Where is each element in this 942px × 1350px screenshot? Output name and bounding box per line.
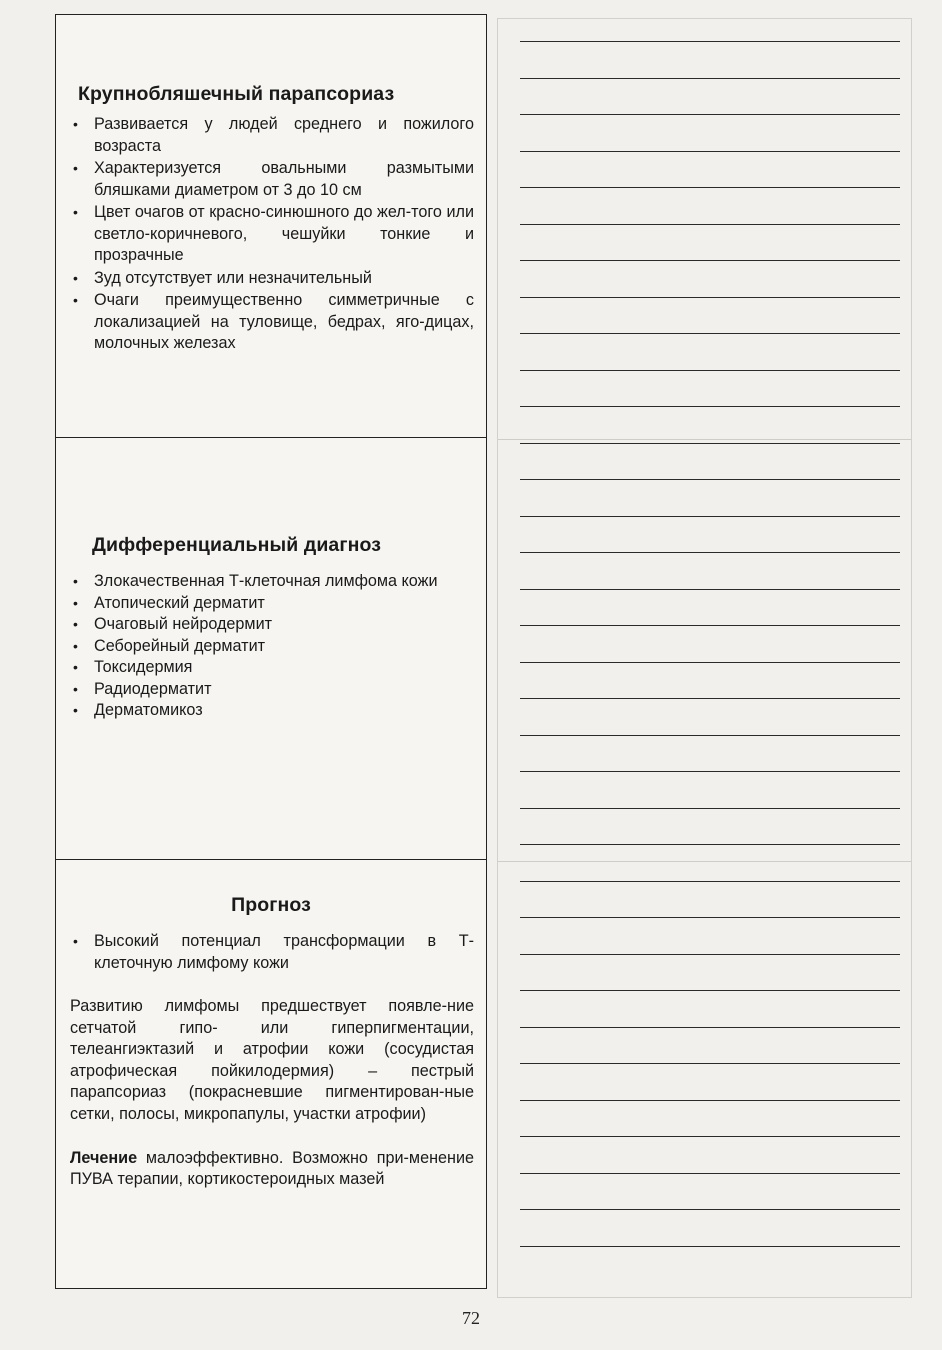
list-item: • Дерматомикоз: [68, 700, 472, 722]
list-item: • Радиодерматит: [68, 679, 472, 701]
ruled-line: [520, 625, 900, 626]
ruled-line: [520, 917, 900, 918]
section-divider: [498, 861, 911, 862]
list-item: • Очаговый нейродермит: [68, 614, 472, 636]
ruled-line: [520, 1136, 900, 1137]
section-divider: [498, 439, 911, 440]
list-item: • Зуд отсутствует или незначительный: [68, 268, 474, 290]
list-item: • Токсидермия: [68, 657, 472, 679]
list-item: • Высокий потенциал трансформации в Т-клеточную лимфому кожи: [68, 931, 474, 974]
ruled-line: [520, 443, 900, 444]
card-prognosis: [56, 859, 486, 1287]
ruled-line: [520, 771, 900, 772]
ruled-line: [520, 41, 900, 42]
ruled-line: [520, 881, 900, 882]
list-item: • Себорейный дерматит: [68, 636, 472, 658]
ruled-line: [520, 151, 900, 152]
page-number: 72: [462, 1308, 480, 1328]
list-item: • Атопический дерматит: [68, 593, 472, 615]
card-title: Прогноз: [231, 894, 311, 916]
ruled-line: [520, 114, 900, 115]
ruled-line: [520, 1027, 900, 1028]
ruled-line: [520, 589, 900, 590]
ruled-line: [520, 662, 900, 663]
ruled-line: [520, 1100, 900, 1101]
ruled-line: [520, 990, 900, 991]
treatment-label: Лечение: [70, 1148, 138, 1167]
right-column-ruled-lines: [497, 18, 912, 1298]
list-item: • Характеризуется овальными размытыми бляшками диаметром от 3 до 10 см: [68, 158, 474, 201]
list-item: • Развивается у людей среднего и пожилого возраста: [68, 114, 474, 157]
ruled-line: [520, 370, 900, 371]
ruled-line: [520, 1246, 900, 1247]
ruled-line: [520, 479, 900, 480]
ruled-line: [520, 224, 900, 225]
ruled-line: [520, 333, 900, 334]
prognosis-paragraph: Развитию лимфомы предшествует появле-ние сетчатой гипо- или гиперпигментации, телеангиэктазий и атрофии кожи (сосудистая атрофическая пойкилодермия) – пестрый парапсориаз (покрасневшие пигментирован-ные сетки, полосы, микропапулы, участки атрофии): [70, 997, 474, 1123]
ruled-line: [520, 698, 900, 699]
list-item: • Злокачественная Т-клеточная лимфома кожи: [68, 571, 472, 593]
ruled-line: [520, 954, 900, 955]
ruled-line: [520, 844, 900, 845]
ruled-line: [520, 735, 900, 736]
ruled-line: [520, 516, 900, 517]
bullet-list: [68, 571, 474, 722]
card-title: Крупнобляшечный парапсориаз: [78, 83, 395, 105]
card-differential-diagnosis: [56, 437, 486, 859]
card-title: Дифференциальный диагноз: [92, 534, 382, 556]
list-item: • Цвет очагов от красно-синюшного до жел-того или светло-коричневого, чешуйки тонкие и прозрачные: [68, 202, 474, 267]
ruled-line: [520, 808, 900, 809]
list-item: • Очаги преимущественно симметричные с локализацией на туловище, бедрах, яго-дицах, молочных железах: [68, 290, 474, 355]
ruled-line: [520, 552, 900, 553]
ruled-line: [520, 187, 900, 188]
ruled-line: [520, 297, 900, 298]
treatment-text: малоэффективно. Возможно при-менение ПУВА терапии, кортикостероидных мазей: [70, 1148, 474, 1189]
ruled-line: [520, 1173, 900, 1174]
bullet-list: [68, 114, 474, 355]
bullet-list: [68, 931, 474, 974]
ruled-line: [520, 260, 900, 261]
ruled-line: [520, 78, 900, 79]
card-large-plaque-parapsoriasis: [56, 15, 486, 437]
treatment-paragraph: [68, 1148, 474, 1191]
left-column: [55, 14, 487, 1289]
ruled-line: [520, 1063, 900, 1064]
ruled-line: [520, 406, 900, 407]
ruled-line: [520, 1209, 900, 1210]
